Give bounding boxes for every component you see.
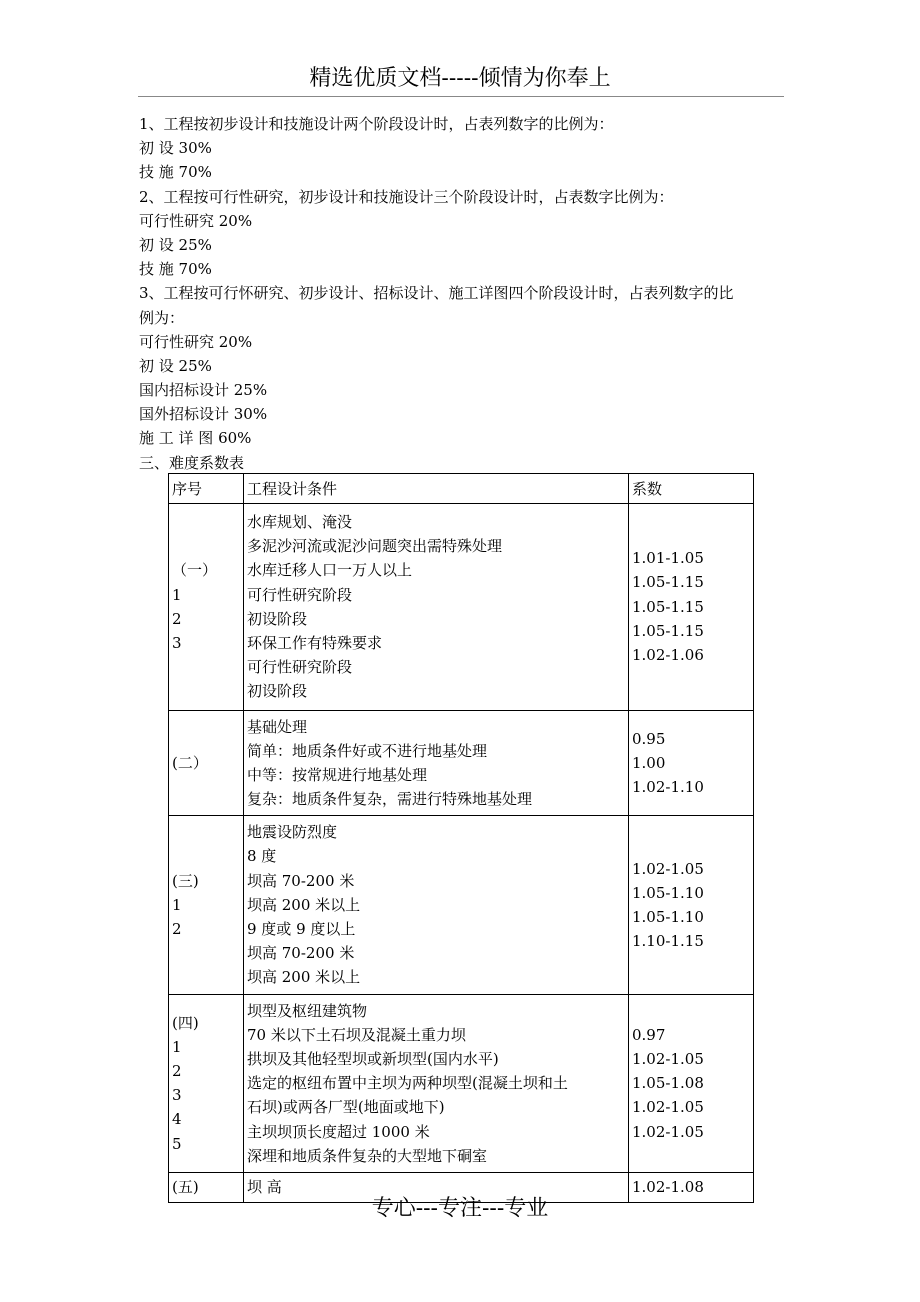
intro-line: 1、工程按初步设计和技施设计两个阶段设计时，占表列数字的比例为： <box>139 115 614 133</box>
intro-line: 三、难度系数表 <box>139 453 245 472</box>
condition-cell-line: 初设阶段 <box>247 682 308 701</box>
intro-line: 3、工程按可行怀研究、初步设计、招标设计、施工详图四个阶段设计时，占表列数字的比 <box>139 284 734 303</box>
condition-cell-line: 可行性研究阶段 <box>247 658 353 677</box>
page-footer: 专心---专注---专业 <box>371 1196 549 1221</box>
condition-cell-line: 石坝)或两各厂型(地面或地下) <box>247 1098 445 1117</box>
condition-cell-line: 地震设防烈度 <box>247 823 338 842</box>
condition-cell-line: 多泥沙河流或泥沙问题突出需特殊处理 <box>247 537 503 556</box>
index-cell-line: (二） <box>172 753 208 772</box>
table-header-row <box>169 474 754 504</box>
index-cell <box>169 710 244 816</box>
condition-cell-line: 拱坝及其他轻型坝或新坝型(国内水平) <box>247 1049 499 1068</box>
condition-cell-line: 基础处理 <box>247 717 308 736</box>
coefficient-cell-line: 1.02-1.05 <box>632 1122 704 1141</box>
coefficient-cell-line: 1.02-1.08 <box>632 1178 704 1197</box>
index-cell-line: 3 <box>172 633 182 652</box>
header-condition: 工程设计条件 <box>244 474 629 504</box>
index-cell-line: (五) <box>172 1178 199 1197</box>
condition-cell-line: 70 米以下土石坝及混凝土重力坝 <box>247 1025 466 1044</box>
coefficient-cell-line: 1.02-1.05 <box>632 1098 704 1117</box>
header-coefficient: 系数 <box>629 474 754 504</box>
table-row <box>169 710 754 816</box>
coefficient-cell <box>629 710 754 816</box>
table-row <box>169 816 754 994</box>
index-cell <box>169 816 244 994</box>
condition-cell-line: 坝高 200 米以上 <box>247 895 361 914</box>
intro-line: 技 施 70% <box>139 163 212 182</box>
index-cell-line: 1 <box>172 895 182 914</box>
index-cell <box>169 994 244 1172</box>
coefficient-cell-line: 1.10-1.15 <box>632 932 704 951</box>
index-cell-line: （一） <box>172 561 218 580</box>
coefficient-cell-line: 1.02-1.06 <box>632 646 704 665</box>
coefficient-cell-line: 1.05-1.10 <box>632 883 704 902</box>
condition-cell-line: 坝型及枢纽建筑物 <box>247 1001 368 1020</box>
intro-line: 初 设 25% <box>139 235 212 254</box>
index-cell-line: 2 <box>172 1062 182 1081</box>
coefficient-cell-line: 1.00 <box>632 753 666 772</box>
index-cell-line: 2 <box>172 609 182 628</box>
coefficient-cell-line: 1.05-1.15 <box>632 597 704 616</box>
coefficient-cell <box>629 994 754 1172</box>
condition-cell-line: 坝 高 <box>247 1178 282 1197</box>
header-divider <box>138 96 784 97</box>
index-cell-line: (四) <box>172 1013 199 1032</box>
intro-line: 2、工程按可行性研究，初步设计和技施设计三个阶段设计时，占表数字比例为： <box>139 187 674 206</box>
index-cell-line: (三) <box>172 871 199 890</box>
intro-line: 例为： <box>139 308 185 327</box>
index-cell-line: 1 <box>172 585 182 604</box>
intro-text <box>139 112 799 475</box>
intro-line: 初 设 25% <box>139 356 212 375</box>
intro-line: 可行性研究 20% <box>139 332 253 351</box>
condition-cell <box>244 816 629 994</box>
intro-line: 可行性研究 20% <box>139 211 253 230</box>
condition-cell-line: 坝高 70-200 米 <box>247 871 355 890</box>
condition-cell-line: 复杂：地质条件复杂，需进行特殊地基处理 <box>247 790 533 809</box>
condition-cell-line: 环保工作有特殊要求 <box>247 633 383 652</box>
condition-cell-line: 8 度 <box>247 847 277 866</box>
condition-cell-line: 选定的枢纽布置中主坝为两种坝型(混凝土坝和土 <box>247 1074 568 1093</box>
intro-line: 施 工 详 图 60% <box>139 429 252 448</box>
header-index: 序号 <box>169 474 244 504</box>
condition-cell-line: 坝高 200 米以上 <box>247 968 361 987</box>
coefficient-cell-line: 1.05-1.10 <box>632 907 704 926</box>
index-cell-line: 3 <box>172 1086 182 1105</box>
condition-cell-line: 坝高 70-200 米 <box>247 944 355 963</box>
coefficient-cell-line: 1.02-1.10 <box>632 777 704 796</box>
condition-cell <box>244 504 629 711</box>
coefficient-cell-line: 1.05-1.08 <box>632 1074 704 1093</box>
coefficient-cell-line: 1.01-1.05 <box>632 549 704 568</box>
intro-line: 国内招标设计 25% <box>139 381 268 400</box>
condition-cell-line: 初设阶段 <box>247 609 308 628</box>
index-cell-line: 4 <box>172 1110 182 1129</box>
coefficient-cell-line: 0.97 <box>632 1025 666 1044</box>
coefficient-cell-line: 1.05-1.15 <box>632 621 704 640</box>
condition-cell-line: 简单：地质条件好或不进行地基处理 <box>247 741 488 760</box>
intro-line: 技 施 70% <box>139 260 212 279</box>
coefficient-cell-line: 0.95 <box>632 729 666 748</box>
table-row <box>169 994 754 1172</box>
condition-cell-line: 深埋和地质条件复杂的大型地下硐室 <box>247 1146 488 1165</box>
intro-line: 国外招标设计 30% <box>139 405 268 424</box>
intro-line: 初 设 30% <box>139 139 212 158</box>
coefficient-cell-line: 1.02-1.05 <box>632 1049 704 1068</box>
condition-cell-line: 中等：按常规进行地基处理 <box>247 765 428 784</box>
difficulty-coefficient-table <box>168 473 754 1203</box>
index-cell-line: 1 <box>172 1037 182 1056</box>
coefficient-cell <box>629 504 754 711</box>
condition-cell-line: 主坝坝顶长度超过 1000 米 <box>247 1122 430 1141</box>
index-cell-line: 2 <box>172 920 182 938</box>
index-cell-line: 5 <box>172 1134 182 1153</box>
table-row <box>169 504 754 711</box>
condition-cell <box>244 710 629 816</box>
coefficient-cell-line: 1.05-1.15 <box>632 573 704 592</box>
coefficient-cell-line: 1.02-1.05 <box>632 859 704 878</box>
index-cell <box>169 504 244 711</box>
page-header-title: 精选优质文档-----倾情为你奉上 <box>309 66 611 91</box>
condition-cell <box>244 994 629 1172</box>
condition-cell-line: 9 度或 9 度以上 <box>247 920 356 938</box>
condition-cell-line: 水库迁移人口一万人以上 <box>247 561 413 580</box>
coefficient-cell <box>629 816 754 994</box>
condition-cell-line: 水库规划、淹没 <box>247 513 353 531</box>
condition-cell-line: 可行性研究阶段 <box>247 585 353 604</box>
